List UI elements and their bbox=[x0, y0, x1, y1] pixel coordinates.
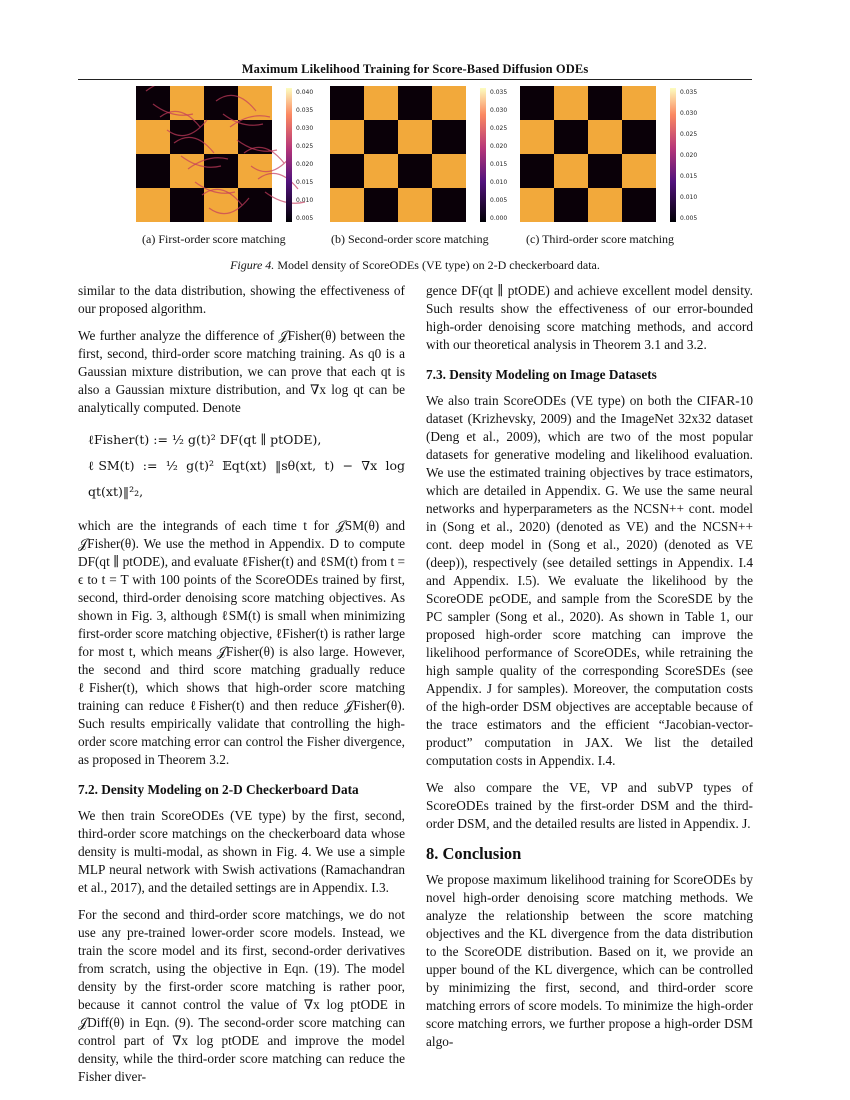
left-column bbox=[78, 282, 405, 1095]
right-paragraph-4: We propose maximum likelihood training for ScoreODEs by novel high-order denoising score matching methods. We analyze the relationship between the score matching objectives and the KL divergence from the data distribution to the ScoreODE distribution. Based on it, we provide an upper bound of the KL divergence, which can be controlled by minimizing the first, second, and third-order score matching errors of score models. To minimize the high-order score matching errors, we further propose a high-order DSM algo- bbox=[426, 872, 753, 1049]
heatmap-cell bbox=[432, 120, 466, 154]
colorbar-tick-label: 0.015 bbox=[490, 161, 508, 168]
colorbar bbox=[670, 88, 676, 222]
heatmap-cell bbox=[432, 86, 466, 120]
heatmap-cell bbox=[622, 154, 656, 188]
left-paragraph-4: We then train ScoreODEs (VE type) by the first, second, third-order score matchings on the checkerboard data whose density is multi-modal, as shown in Fig. 4. We use a simple MLP neural network with Swish activations (Ramachandran et al., 2017), and the detailed settings are in Appendix. I.3. bbox=[78, 808, 405, 895]
colorbar-tick-label: 0.000 bbox=[490, 215, 508, 222]
heatmap-cell bbox=[554, 188, 588, 222]
heatmap-cell bbox=[364, 154, 398, 188]
colorbar-tick-label: 0.020 bbox=[296, 161, 314, 168]
left-paragraph-3: which are the integrands of each time t for 𝒥SM(θ) and 𝒥Fisher(θ). We use the method in Appendix. D to compute DF(qt ∥ ptODE), and evaluate ℓFisher(t) and ℓSM(t) from t = ϵ to t = T with 100 points of the ScoreODEs trained by first, second, third-order denoising score matching objectives. As shown in Fig. 3, although ℓSM(t) is small when minimizing first-order score matching objective, ℓFisher(t) is rather large for most t, which means 𝒥Fisher(θ) is also large. However, the second and third score matching gradually reduce ℓFisher(t), which shows that high-order score matching training can reduce ℓFisher(t) and then reduce 𝒥Fisher(θ). Such results empirically validate that controlling the high-order score matching error can control the Fisher divergence, as proposed in Theorem 3.2. bbox=[78, 518, 405, 767]
heatmap-cell bbox=[588, 120, 622, 154]
heatmap-cell bbox=[204, 86, 238, 120]
panel-a-heatmap bbox=[136, 86, 316, 226]
heatmap-cell bbox=[238, 86, 272, 120]
figure-caption-text: Model density of ScoreODEs (VE type) on 2-D checkerboard data. bbox=[274, 258, 600, 272]
running-title: Maximum Likelihood Training for Score-Based Diffusion ODEs bbox=[241, 62, 589, 76]
heatmap-cell bbox=[330, 120, 364, 154]
panel-b bbox=[330, 86, 508, 246]
heatmap-cell bbox=[398, 86, 432, 120]
colorbar-tick-label: 0.035 bbox=[296, 107, 314, 114]
heatmap-cell bbox=[520, 154, 554, 188]
heatmap-cell bbox=[588, 86, 622, 120]
panel-c-heatmap bbox=[520, 86, 700, 226]
colorbar-tick-label: 0.025 bbox=[680, 131, 698, 138]
heatmap-cell bbox=[136, 86, 170, 120]
heatmap-cell bbox=[364, 188, 398, 222]
heatmap-cell bbox=[170, 154, 204, 188]
colorbar-tick-label: 0.020 bbox=[490, 143, 508, 150]
equation-sm: ℓSM(t) := ½ g(t)² 𝔼qt(xt) ‖sθ(xt, t) − ∇x log qt(xt)‖²₂, bbox=[88, 458, 405, 499]
heatmap-cell bbox=[398, 188, 432, 222]
heatmap-cell bbox=[432, 188, 466, 222]
colorbar bbox=[480, 88, 486, 222]
figure-caption-label: Figure 4. bbox=[230, 258, 275, 272]
section-7-3-heading: 7.3. Density Modeling on Image Datasets bbox=[426, 367, 657, 382]
panel-a bbox=[136, 86, 314, 246]
heatmap-cell bbox=[136, 154, 170, 188]
colorbar-tick-label: 0.020 bbox=[680, 152, 698, 159]
colorbar-tick-label: 0.005 bbox=[490, 197, 508, 204]
heatmap-cell bbox=[136, 188, 170, 222]
heatmap-cell bbox=[432, 154, 466, 188]
colorbar-tick-label: 0.015 bbox=[680, 173, 698, 180]
colorbar-tick-label: 0.040 bbox=[296, 89, 314, 96]
equation-fisher: ℓFisher(t) := ½ g(t)² DF(qt ∥ ptODE), bbox=[88, 432, 322, 447]
colorbar-tick-label: 0.035 bbox=[680, 89, 698, 96]
heatmap-cell bbox=[136, 120, 170, 154]
panel-c bbox=[520, 86, 698, 246]
heatmap-cell bbox=[170, 188, 204, 222]
heatmap-cell bbox=[330, 188, 364, 222]
heatmap-cell bbox=[554, 154, 588, 188]
equation-block bbox=[88, 427, 405, 505]
heatmap-cell bbox=[622, 120, 656, 154]
colorbar-tick-label: 0.030 bbox=[296, 125, 314, 132]
colorbar-tick-label: 0.010 bbox=[490, 179, 508, 186]
subcaption-a: (a) First-order score matching bbox=[142, 232, 286, 246]
figure-4 bbox=[78, 86, 752, 276]
heatmap-cell bbox=[364, 120, 398, 154]
subcaption-c: (c) Third-order score matching bbox=[526, 232, 675, 246]
heatmap-cell bbox=[588, 154, 622, 188]
right-column bbox=[426, 282, 753, 1060]
colorbar-tick-label: 0.010 bbox=[680, 194, 698, 201]
colorbar-tick-label: 0.010 bbox=[296, 197, 314, 204]
section-7-2-heading: 7.2. Density Modeling on 2-D Checkerboard Data bbox=[78, 782, 359, 797]
heatmap-cell bbox=[330, 86, 364, 120]
colorbar-tick-label: 0.015 bbox=[296, 179, 314, 186]
figure-caption bbox=[78, 258, 752, 273]
colorbar-tick-label: 0.030 bbox=[680, 110, 698, 117]
colorbar-tick-label: 0.030 bbox=[490, 107, 508, 114]
header-rule bbox=[78, 79, 752, 80]
heatmap-cell bbox=[520, 86, 554, 120]
right-paragraph-3: We also compare the VE, VP and subVP types of ScoreODEs trained by the first-order DSM and the third-order DSM, and the detailed results are listed in Appendix. J. bbox=[426, 780, 753, 831]
heatmap-cell bbox=[588, 188, 622, 222]
left-paragraph-5: For the second and third-order score matchings, we do not use any pre-trained lower-order score models. Instead, we train the score model and its first, second-order derivatives from scratch, using the objective in Eqn. (19). The model density by the first-order score matching is rather poor, because it cannot control the value of ∇x log ptODE in 𝒥Diff(θ) in Eqn. (9). The second-order score matching can control part of ∇x log ptODE and improve the model density, while the third-order score matching can reduce the Fisher diver- bbox=[78, 907, 405, 1084]
heatmap-cell bbox=[520, 120, 554, 154]
colorbar-tick-label: 0.035 bbox=[490, 89, 508, 96]
heatmap-cell bbox=[554, 86, 588, 120]
heatmap-cell bbox=[398, 120, 432, 154]
colorbar bbox=[286, 88, 292, 222]
heatmap-cell bbox=[520, 188, 554, 222]
heatmap-cell bbox=[330, 154, 364, 188]
colorbar-tick-label: 0.005 bbox=[680, 215, 698, 222]
subcaption-b: (b) Second-order score matching bbox=[331, 232, 489, 246]
colorbar-tick-label: 0.025 bbox=[296, 143, 314, 150]
section-8-heading: 8. Conclusion bbox=[426, 844, 522, 863]
heatmap-cell bbox=[622, 86, 656, 120]
left-paragraph-1: similar to the data distribution, showing the effectiveness of our proposed algorithm. bbox=[78, 283, 405, 316]
right-paragraph-2: We also train ScoreODEs (VE type) on both the CIFAR-10 dataset (Krizhevsky, 2009) and the ImageNet 32x32 dataset (Deng et al., 2009), which are two of the most popular datasets for generative modeling and likelihood evaluation. We use the estimated training objectives by trace estimators, which are detailed in Appendix. G. We use the same neural networks and hyperparameters as the NCSN++ cont. model in (Song et al., 2020) (denoted as VE) and the NCSN++ cont. deep model in (Song et al., 2020) (denoted as VE (deep)), respectively (see detailed settings in Appendix. I.4 and Appendix. I.5). We evaluate the likelihood by the ScoreODE pϵODE, and sample from the ScoreSDE by the PC sampler (Song et al., 2020). As shown in Table 1, our proposed high-order score matching can improve the likelihood performance of ScoreODEs, while retraining the high sample quality of the corresponding ScoreSDEs (see Appendix. J for samples). Moreover, the computation costs of the high-order DSM objectives are acceptable because of the trace estimators and the efficient “Jacobian-vector-product” computation in JAX. We list the detailed computation costs in Appendix. I.4. bbox=[426, 393, 753, 768]
colorbar-tick-label: 0.025 bbox=[490, 125, 508, 132]
heatmap-cell bbox=[364, 86, 398, 120]
heatmap-cell bbox=[398, 154, 432, 188]
heatmap-cell bbox=[622, 188, 656, 222]
left-paragraph-2: We further analyze the difference of 𝒥Fisher(θ) between the first, second, third-order score matching training. As q0 is a Gaussian mixture distribution, we can prove that each qt is also a Gaussian mixture distribution, and ∇x log qt can be analytically computed. Denote bbox=[78, 328, 405, 415]
panel-b-heatmap bbox=[330, 86, 510, 226]
colorbar-tick-label: 0.005 bbox=[296, 215, 314, 222]
heatmap-cell bbox=[554, 120, 588, 154]
right-paragraph-1: gence DF(qt ∥ ptODE) and achieve excellent model density. Such results show the effectiveness of our error-bounded high-order denoising score matching methods, and accord with our theoretical analysis in Theorem 3.1 and 3.2. bbox=[426, 283, 753, 352]
